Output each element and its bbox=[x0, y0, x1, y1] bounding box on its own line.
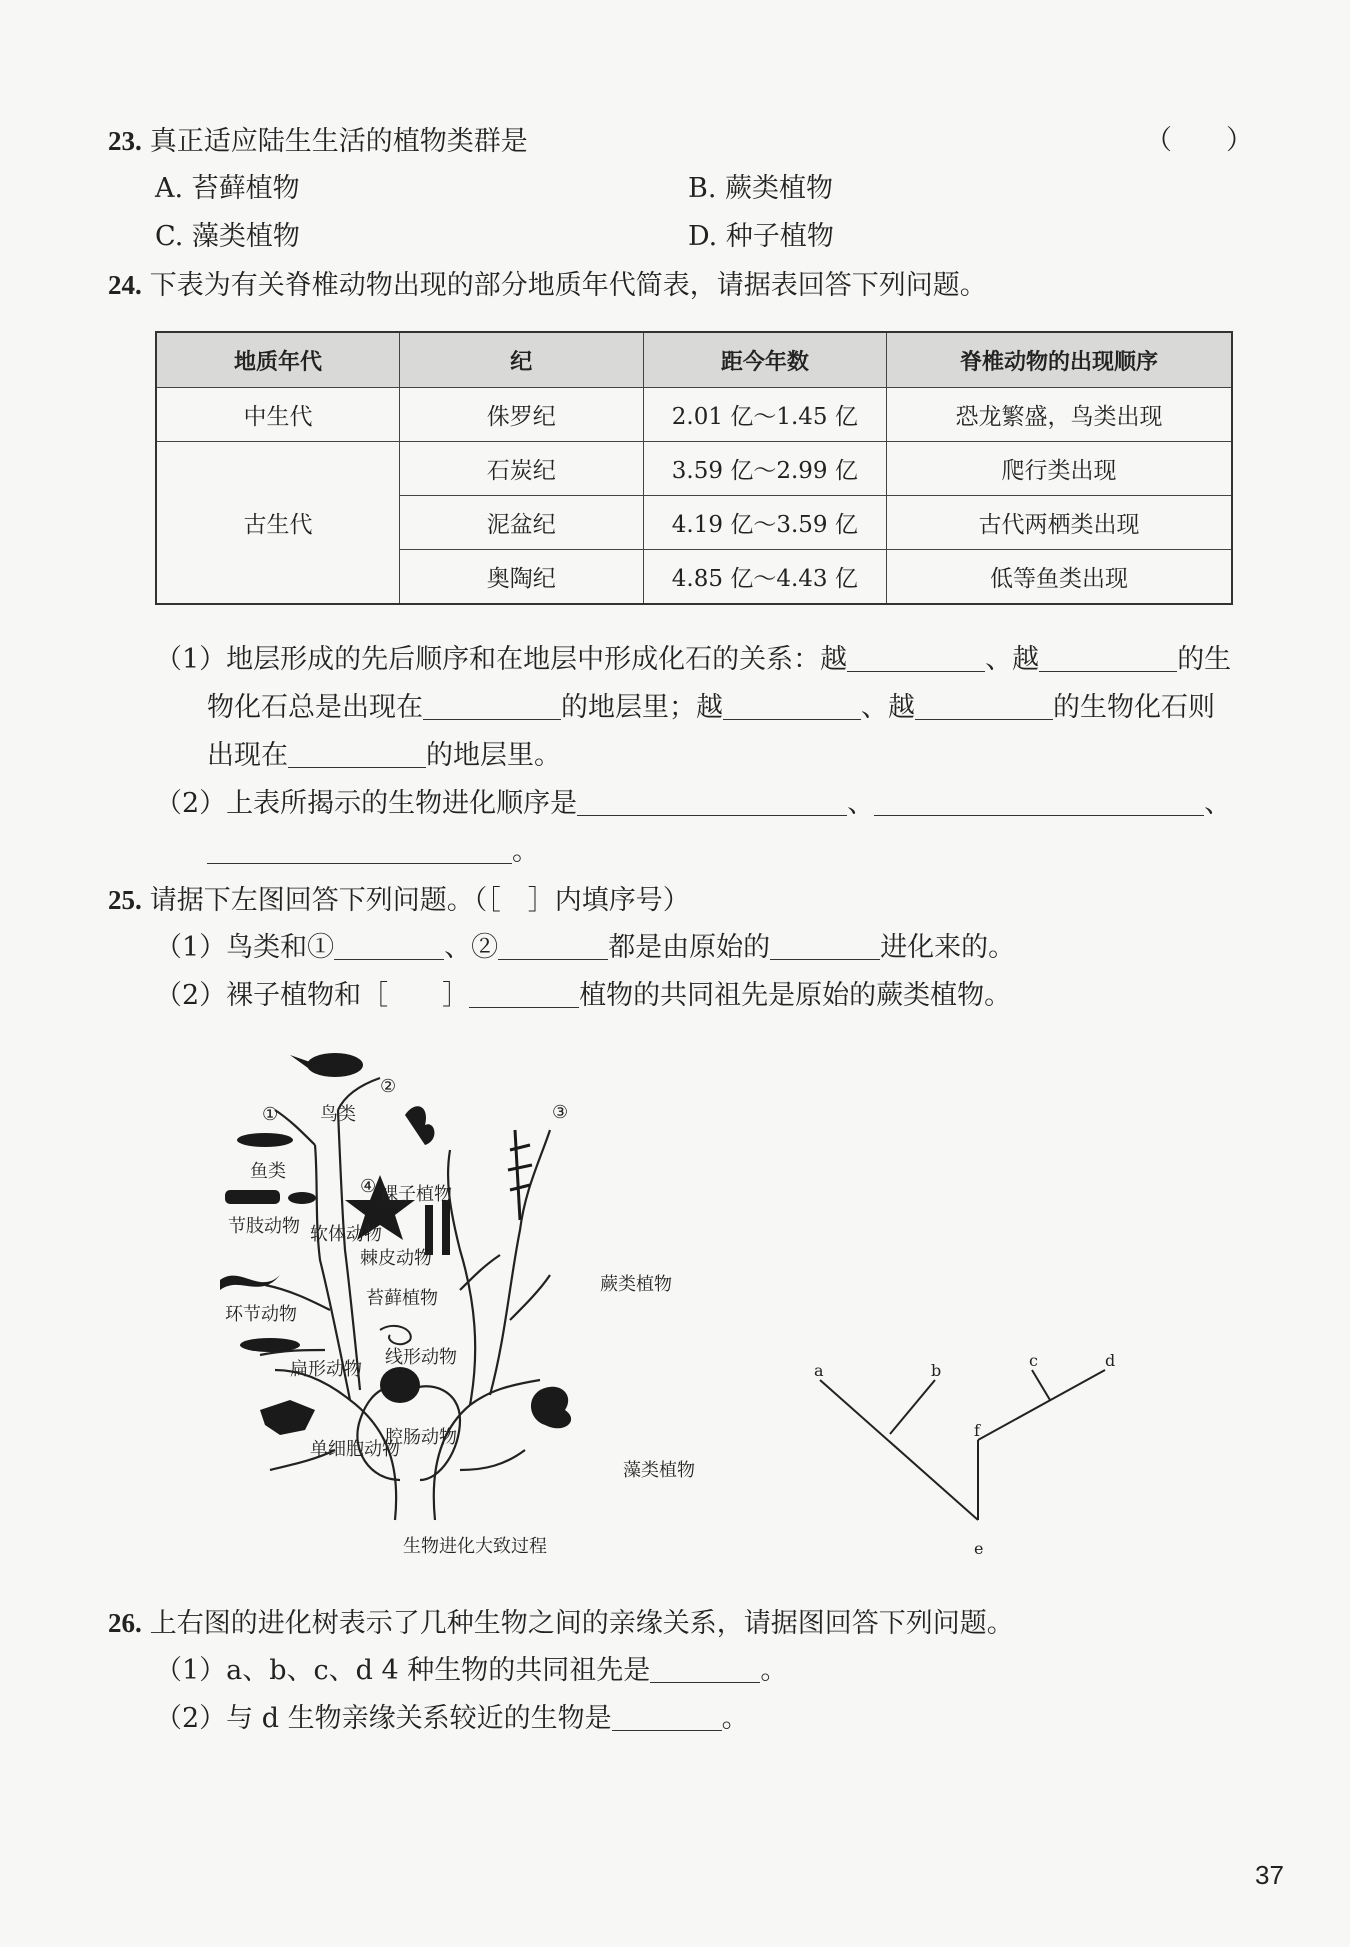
q25-sub1-text: （1）鸟类和① bbox=[155, 932, 335, 963]
label-annelids: 环节动物 bbox=[225, 1304, 297, 1325]
answer-blank[interactable] bbox=[770, 933, 880, 960]
arthropod-icon bbox=[225, 1190, 280, 1204]
period-cell: 侏罗纪 bbox=[400, 388, 644, 442]
order-cell: 恐龙繁盛，鸟类出现 bbox=[887, 388, 1232, 442]
gymnosperm-icon bbox=[405, 1106, 434, 1145]
q26-sub2 bbox=[155, 1701, 749, 1737]
node-b: b bbox=[931, 1361, 942, 1380]
q24-sub1-text: 、越 bbox=[985, 644, 1040, 675]
q24-number: 24. bbox=[108, 270, 142, 300]
answer-blank[interactable] bbox=[498, 933, 608, 960]
label-birds: 鸟类 bbox=[320, 1104, 356, 1125]
era-cell: 中生代 bbox=[156, 388, 400, 442]
algae-icon bbox=[531, 1387, 571, 1429]
fern-icon bbox=[508, 1130, 532, 1220]
bird-icon bbox=[307, 1053, 363, 1077]
phylogenetic-tree-figure bbox=[800, 1330, 1130, 1570]
q26-sub1-text: （1）a、b、c、d 4 种生物的共同祖先是 bbox=[155, 1655, 651, 1686]
q24-stem-line bbox=[108, 267, 987, 304]
cnidarian-icon bbox=[380, 1367, 420, 1403]
q26-sub2-text: （2）与 d 生物亲缘关系较近的生物是 bbox=[155, 1703, 612, 1734]
q24-sub2-line2 bbox=[207, 834, 539, 870]
node-d: d bbox=[1105, 1351, 1116, 1370]
answer-blank[interactable] bbox=[874, 789, 1204, 816]
q25-stem-line bbox=[108, 882, 690, 919]
answer-blank[interactable] bbox=[650, 1656, 760, 1683]
era-cell: 古生代 bbox=[156, 442, 400, 605]
q24-sub1-text: 的生 bbox=[1177, 644, 1232, 675]
table-header: 距今年数 bbox=[643, 332, 887, 388]
q23-option-b[interactable]: B. 蕨类植物 bbox=[688, 173, 834, 204]
years-cell: 2.01 亿～1.45 亿 bbox=[643, 388, 887, 442]
q23-answer-paren[interactable]: （ ） bbox=[1145, 125, 1253, 156]
q24-sub1-text: 、越 bbox=[861, 692, 915, 723]
q26-sub1-text: 。 bbox=[760, 1655, 788, 1686]
flatworm-icon bbox=[240, 1338, 300, 1352]
order-cell: 爬行类出现 bbox=[887, 442, 1232, 496]
q24-sub2-text: 。 bbox=[512, 836, 539, 867]
years-cell: 4.85 亿～4.43 亿 bbox=[643, 550, 887, 605]
marker-3: ③ bbox=[552, 1102, 569, 1123]
q25-sub1 bbox=[155, 930, 1015, 966]
q23-option-a[interactable]: A. 苔藓植物 bbox=[155, 173, 300, 204]
order-cell: 古代两栖类出现 bbox=[887, 496, 1232, 550]
marker-4: ④ bbox=[360, 1176, 377, 1197]
q26-sub2-text: 。 bbox=[721, 1703, 749, 1734]
q24-stem: 下表为有关脊椎动物出现的部分地质年代简表，请据表回答下列问题。 bbox=[149, 270, 987, 301]
phylo-branches bbox=[820, 1370, 1105, 1520]
q23-stem: 真正适应陆生生活的植物类群是 bbox=[149, 126, 528, 157]
period-cell: 石炭纪 bbox=[400, 442, 644, 496]
q25-number: 25. bbox=[108, 885, 142, 915]
q26-number: 26. bbox=[108, 1608, 142, 1638]
answer-blank[interactable] bbox=[915, 693, 1053, 720]
q24-sub1-text: 出现在 bbox=[207, 740, 288, 771]
bird-tail-icon bbox=[290, 1055, 310, 1068]
q24-sub1-text: （1）地层形成的先后顺序和在地层中形成化石的关系：越 bbox=[155, 644, 848, 675]
table-row bbox=[156, 442, 1232, 496]
q24-sub2-text: 、 bbox=[847, 788, 875, 819]
evolution-tree-figure bbox=[220, 1050, 760, 1570]
q24-sub1-line3 bbox=[207, 738, 561, 774]
q25-stem: 请据下左图回答下列问题。（［ ］内填序号） bbox=[149, 885, 690, 916]
label-flatworms: 扁形动物 bbox=[290, 1359, 362, 1380]
nematode-icon bbox=[380, 1326, 411, 1344]
q24-sub1-text: 物化石总是出现在 bbox=[207, 692, 423, 723]
marker-2: ② bbox=[380, 1076, 397, 1097]
label-arthropods: 节肢动物 bbox=[228, 1216, 300, 1237]
node-a: a bbox=[814, 1361, 824, 1380]
answer-blank[interactable] bbox=[612, 1704, 722, 1731]
years-cell: 4.19 亿～3.59 亿 bbox=[643, 496, 887, 550]
geologic-time-table bbox=[155, 331, 1233, 605]
label-mosses: 苔藓植物 bbox=[366, 1288, 438, 1309]
page-number: 37 bbox=[1255, 1860, 1284, 1890]
label-echinoderms: 棘皮动物 bbox=[360, 1248, 432, 1269]
period-cell: 泥盆纪 bbox=[400, 496, 644, 550]
label-fish: 鱼类 bbox=[250, 1161, 286, 1182]
protozoa-icon bbox=[260, 1400, 315, 1435]
q24-sub1-line2 bbox=[207, 690, 1215, 726]
q24-sub1-text: 的地层里；越 bbox=[561, 692, 723, 723]
q24-sub1-text: 的生物化石则 bbox=[1053, 692, 1215, 723]
q23-option-c[interactable]: C. 藻类植物 bbox=[155, 221, 300, 252]
moss-icon bbox=[442, 1200, 450, 1255]
label-mollusks: 软体动物 bbox=[310, 1224, 382, 1245]
answer-blank[interactable] bbox=[577, 789, 847, 816]
label-nematodes: 线形动物 bbox=[385, 1347, 457, 1368]
q26-stem: 上右图的进化树表示了几种生物之间的亲缘关系，请据图回答下列问题。 bbox=[149, 1608, 1014, 1639]
q23-stem-line bbox=[108, 123, 528, 160]
answer-blank[interactable] bbox=[207, 837, 512, 864]
node-f: f bbox=[974, 1421, 980, 1440]
answer-blank[interactable] bbox=[334, 933, 444, 960]
q25-sub1-text: 都是由原始的 bbox=[608, 932, 771, 963]
table-header: 地质年代 bbox=[156, 332, 400, 388]
answer-blank[interactable] bbox=[723, 693, 861, 720]
q24-sub2-text: （2）上表所揭示的生物进化顺序是 bbox=[155, 788, 578, 819]
q26-sub1 bbox=[155, 1653, 787, 1689]
answer-blank[interactable] bbox=[288, 741, 426, 768]
q26-stem-line bbox=[108, 1605, 1014, 1642]
q25-sub2-text: 植物的共同祖先是原始的蕨类植物。 bbox=[579, 980, 1012, 1011]
label-cnidarians: 腔肠动物 bbox=[385, 1427, 457, 1448]
q24-sub2-line1 bbox=[155, 786, 1231, 822]
q25-sub1-text: 、② bbox=[444, 932, 499, 963]
node-c: c bbox=[1029, 1351, 1038, 1370]
q23-option-d[interactable]: D. 种子植物 bbox=[688, 221, 834, 252]
tree-caption: 生物进化大致过程 bbox=[403, 1536, 547, 1557]
answer-blank[interactable] bbox=[847, 645, 985, 672]
label-protozoa: 单细胞动物 bbox=[310, 1439, 400, 1460]
table-header: 纪 bbox=[400, 332, 644, 388]
period-cell: 奥陶纪 bbox=[400, 550, 644, 605]
annelid-icon bbox=[220, 1275, 280, 1290]
fish-icon bbox=[237, 1133, 293, 1147]
q25-sub2-text: （2）裸子植物和［ ］ bbox=[155, 980, 470, 1011]
q25-sub2 bbox=[155, 978, 1011, 1014]
order-cell: 低等鱼类出现 bbox=[887, 550, 1232, 605]
table-header-row bbox=[156, 332, 1232, 388]
label-gymnosperms: 裸子植物 bbox=[380, 1184, 452, 1205]
q24-sub1-line1 bbox=[155, 642, 1231, 678]
answer-blank[interactable] bbox=[1039, 645, 1177, 672]
label-ferns: 蕨类植物 bbox=[600, 1274, 672, 1295]
mollusk-icon bbox=[288, 1192, 316, 1204]
q25-sub1-text: 进化来的。 bbox=[880, 932, 1016, 963]
q24-sub1-text: 的地层里。 bbox=[426, 740, 561, 771]
answer-blank[interactable] bbox=[423, 693, 561, 720]
q24-sub2-text: 、 bbox=[1204, 788, 1232, 819]
label-algae: 藻类植物 bbox=[623, 1460, 695, 1481]
q23-number: 23. bbox=[108, 126, 142, 156]
marker-1: ① bbox=[262, 1104, 279, 1125]
node-e: e bbox=[974, 1539, 984, 1558]
table-row bbox=[156, 388, 1232, 442]
years-cell: 3.59 亿～2.99 亿 bbox=[643, 442, 887, 496]
table-header: 脊椎动物的出现顺序 bbox=[887, 332, 1232, 388]
answer-blank[interactable] bbox=[469, 981, 579, 1008]
